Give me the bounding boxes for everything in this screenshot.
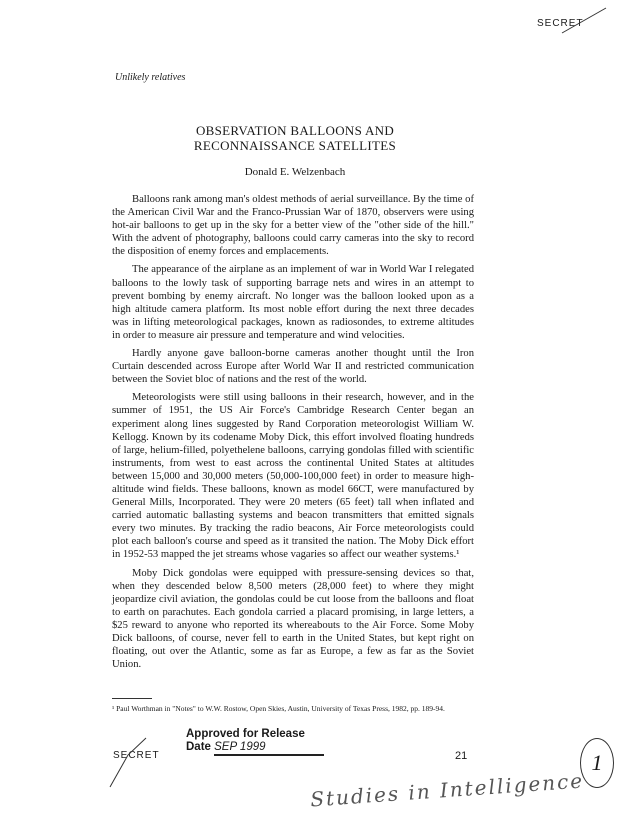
article-body [112,193,474,676]
author-name: Donald E. Welzenbach [244,166,346,178]
circled-mark: 1 [580,738,614,788]
release-stamp [186,728,324,756]
classification-marking-top: SECRET [537,18,584,29]
article-title [130,123,460,153]
handwritten-note: Studies in Intelligence [309,768,585,812]
paragraph: Meteorologists were still using balloons in their research, however, and in the summer of 1951, the US Air Force's Cambridge Research Center began an experiment along lines suggested by Rand Corporation meteorologist William W. Kellogg. Known by its codename Moby Dick, this effort involved floating hundreds of large, helium-filled, polyethelene balloons, carrying gondolas filled with scientific instruments, from west to east across the continental United States at altitudes between 15,000 and 30,000 meters (50,000-100,000 feet) in order to measure high-altitude wind fields. These balloons, known as model 66CT, were manufactured by General Mills, Incorporated. They were 20 meters (65 feet) tall when inflated and carried automatic ballasting systems and beacon transmitters that emitted signals every two minutes. By tracking the radio beacons, Air Force meteorologists could plot each balloon's course and speed as it transited the nation. The Moby Dick effort in 1952-53 mapped the jet streams whose vagaries so affect our weather systems.¹ [112,392,474,561]
title-line-1: OBSERVATION BALLOONS AND [195,123,395,138]
strikethrough-mark-bottom [108,735,148,790]
stamp-date-label: Date [186,741,211,753]
footnote-rule [112,698,152,699]
paragraph: The appearance of the airplane as an implement of war in World War I relegated balloons to the lowly task of supporting barrage nets and wires in an attempt to prevent bombing by enemy aircraft. No longer was the balloon looked upon as a high altitude camera platform. Its most noble effort during the next three decades was in lifting meteorological packages, known as radiosondes, to extreme altitudes in order to measure air pressure and temperature and wind velocities. [112,264,474,341]
footnote: ¹ Paul Worthman in "Notes" to W.W. Rostow, Open Skies, Austin, University of Texas Press, 1982, pp. 189-94. [112,704,445,713]
stamp-date-value: SEP 1999 [214,741,324,756]
page-number: 21 [455,750,468,762]
stamp-approved: Approved for Release [186,728,305,740]
title-line-2: RECONNAISSANCE SATELLITES [193,138,397,153]
running-head: Unlikely relatives [115,72,186,83]
paragraph: Balloons rank among man's oldest methods of aerial surveillance. By the time of the American Civil War and the Franco-Prussian War of 1870, observers were using hot-air balloons to get up in the sky for a better view of the "other side of the hill." With the advent of photography, balloons could carry cameras into the sky to record the disposition of enemy forces and emplacements. [112,194,474,258]
paragraph: Moby Dick gondolas were equipped with pressure-sensing devices so that, when they descended below 8,500 meters (28,000 feet) to where they might jeopardize civil aviation, the gondolas could be cut loose from the balloons and float to earth on parachutes. Each gondola carried a placard promising, in large letters, a $25 reward to anyone who reported its whereabouts to the Air Force. Some Moby Dick balloons, of course, never fell to earth in the United States, but kept right on floating, out over the Atlantic, some as far as Europe, a few as far as the Soviet Union. [112,567,474,671]
paragraph: Hardly anyone gave balloon-borne cameras another thought until the Iron Curtain descended across Europe after World War II and restricted communication between the Soviet bloc of nations and the rest of the world. [112,348,474,386]
classification-marking-bottom: SECRET [113,750,160,761]
strikethrough-mark-top [560,5,610,35]
